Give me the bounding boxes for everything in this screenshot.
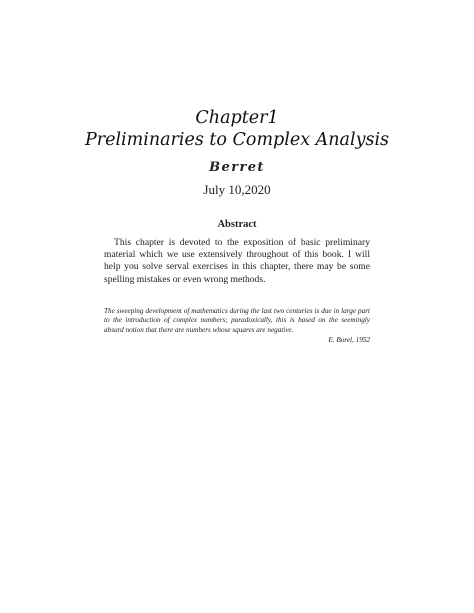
chapter-subtitle: Preliminaries to Complex Analysis bbox=[84, 130, 390, 150]
abstract-body: This chapter is devoted to the exposition of basic preliminary material which we use extensively throughout of this book. I will help you solve serval exercises in this chapter, there may be some spelling mistakes or even wrong methods. bbox=[104, 237, 370, 285]
chapter-title: Chapter1 bbox=[195, 108, 279, 128]
author-name: Berret bbox=[209, 160, 265, 175]
abstract-heading: Abstract bbox=[217, 219, 257, 230]
epigraph-attribution: E. Borel, 1952 bbox=[328, 336, 370, 344]
epigraph-quote: The sweeping development of mathematics during the last two centuries is due in large part to the introduction of complex numbers; paradoxically, this is based on the seemingly absurd notion that there are numbers whose squares are negative. bbox=[104, 307, 370, 334]
document-date: July 10,2020 bbox=[203, 182, 271, 197]
